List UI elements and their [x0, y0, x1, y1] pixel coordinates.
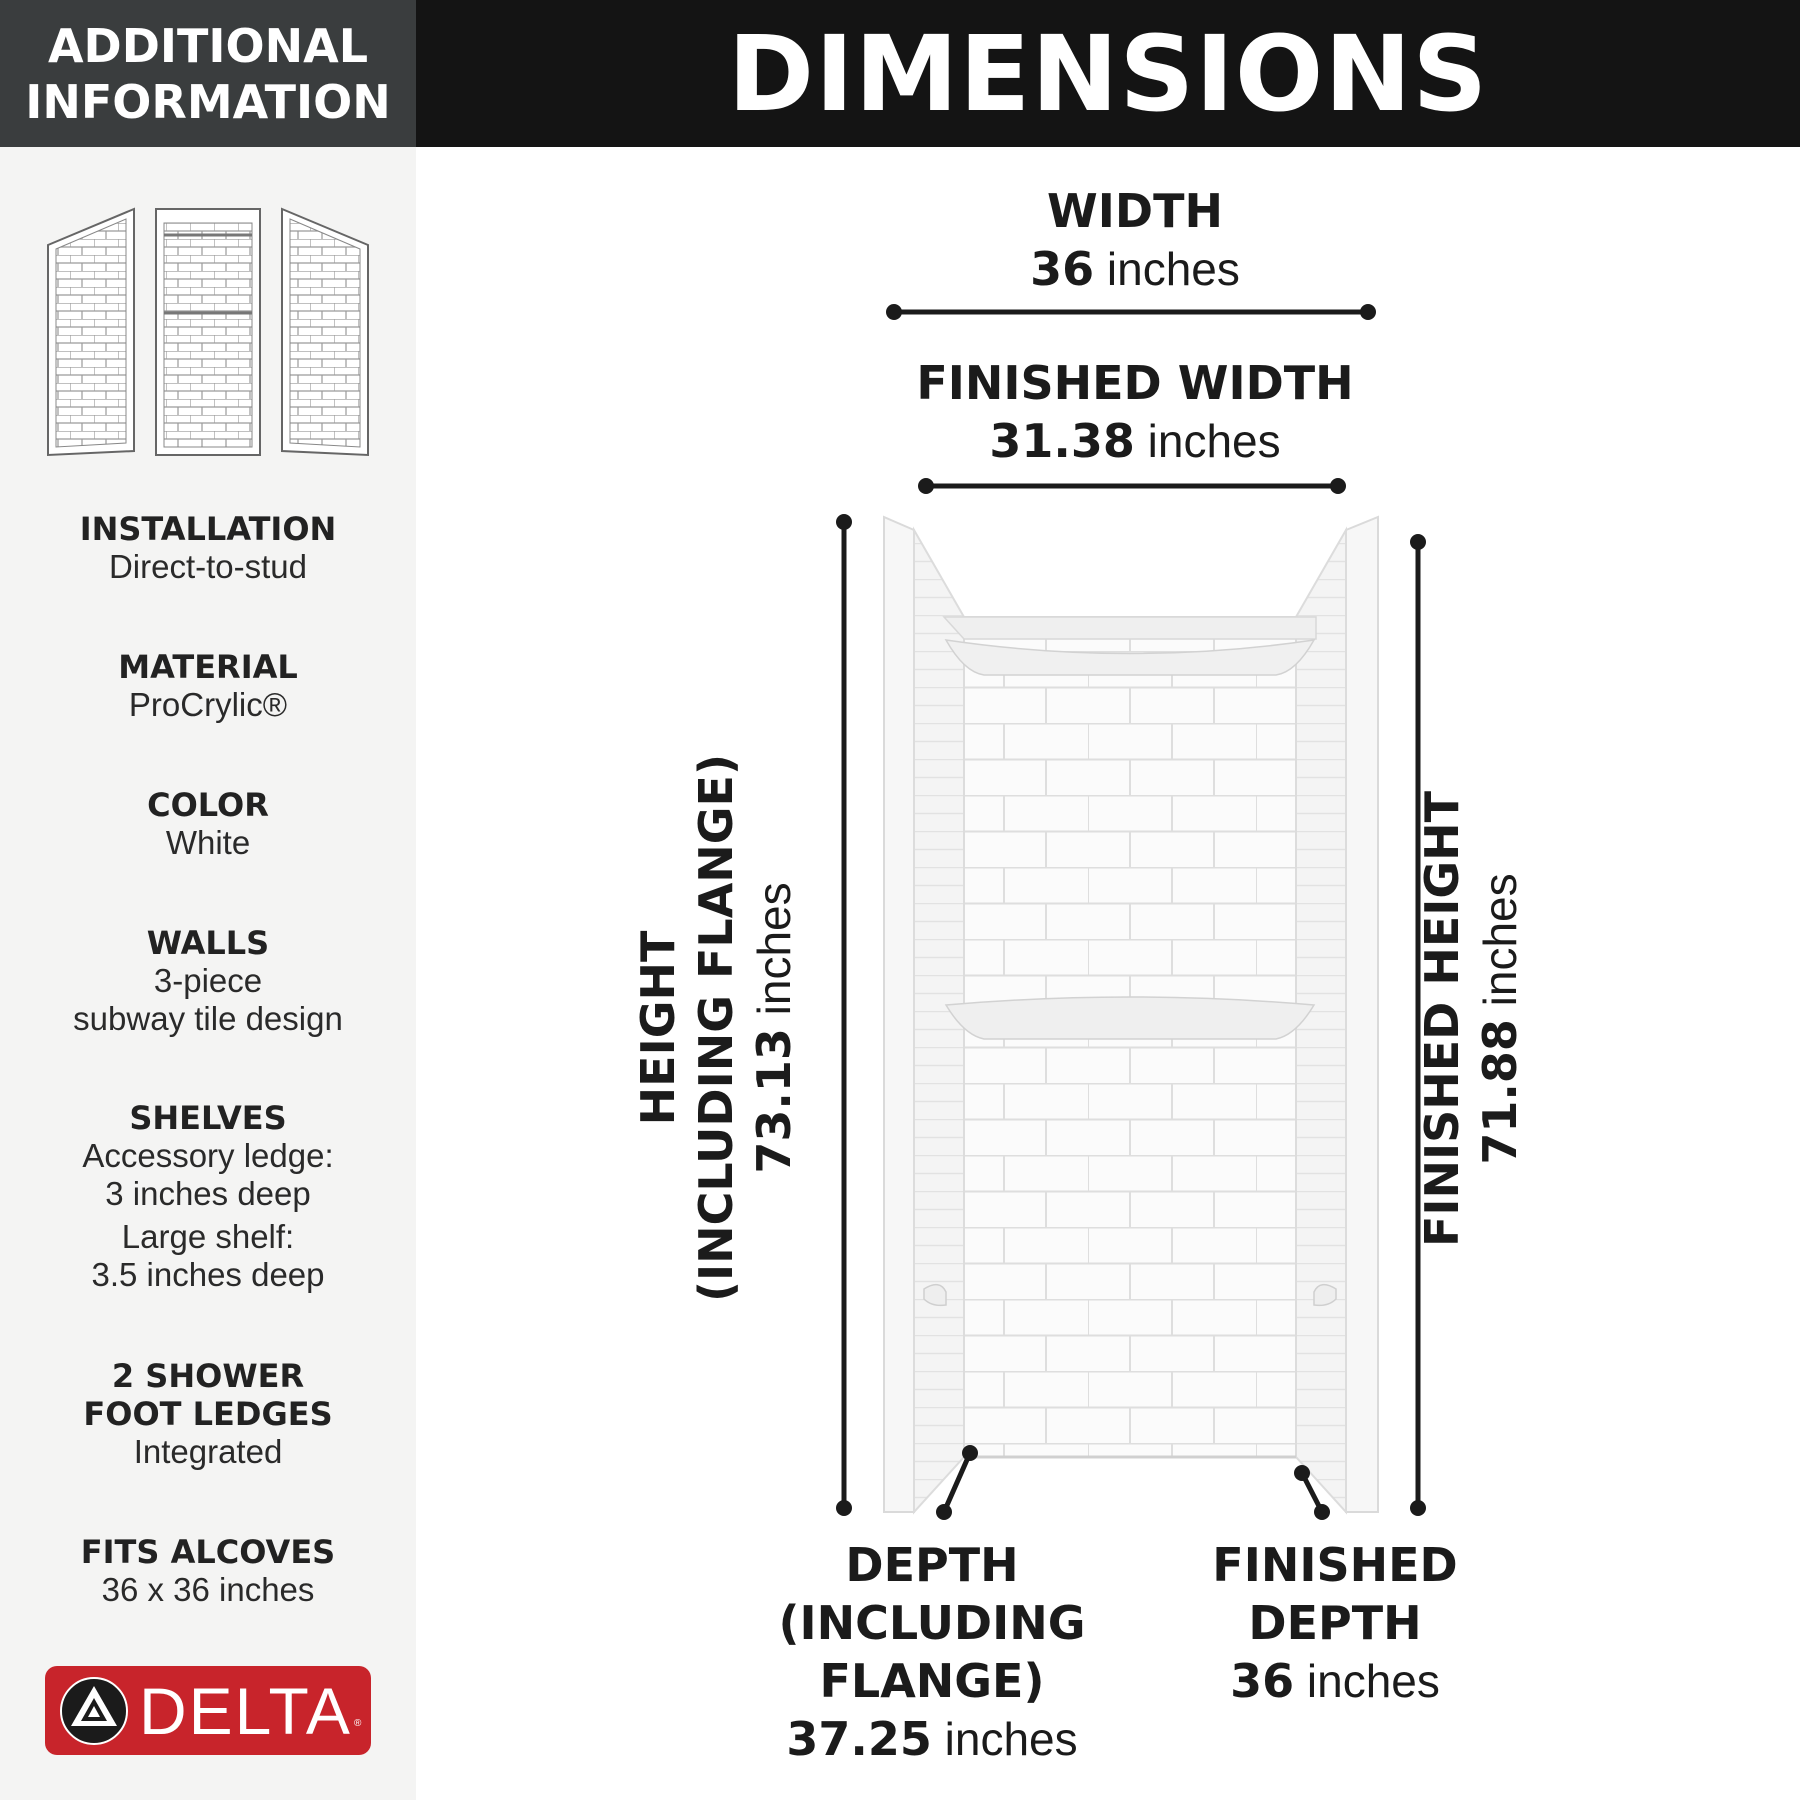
height-value [745, 728, 803, 1328]
spec-fits-alcoves [0, 1533, 416, 1609]
spec-title: FITS ALCOVES [80, 1533, 336, 1571]
page-title: DIMENSIONS [416, 0, 1800, 147]
finished-height-value [1471, 749, 1529, 1289]
depth-title-1: DEPTH [845, 1538, 1019, 1592]
sidebar [0, 147, 416, 1800]
height-number: 73.13 [747, 1028, 801, 1174]
delta-triangle-icon [59, 1676, 129, 1746]
finished-width-title: FINISHED WIDTH [916, 356, 1354, 410]
finished-width-label [900, 354, 1370, 470]
spec-value: Large shelf: [121, 1218, 295, 1255]
height-title-2: (INCLUDING FLANGE) [689, 753, 743, 1303]
finished-depth-unit: inches [1294, 1655, 1440, 1707]
sidebar-header-line1: ADDITIONAL [47, 18, 369, 73]
wall-panels-icon [46, 207, 371, 457]
finished-height-unit: inches [1474, 873, 1526, 1020]
finished-depth-number: 36 [1230, 1654, 1295, 1708]
finished-depth-label [1150, 1536, 1520, 1710]
width-title: WIDTH [1047, 184, 1223, 238]
depth-number: 37.25 [786, 1712, 932, 1766]
width-number: 36 [1030, 242, 1095, 296]
width-label [900, 182, 1370, 298]
spec-value: subway tile design [73, 1000, 343, 1037]
logo-text: DELTA [139, 1673, 352, 1748]
width-unit: inches [1094, 243, 1240, 295]
height-title-1: HEIGHT [631, 930, 685, 1126]
spec-shelves [0, 1099, 416, 1294]
finished-height-title: FINISHED HEIGHT [1415, 790, 1469, 1248]
spec-foot-ledges [0, 1357, 416, 1471]
finished-height-label [1413, 749, 1529, 1289]
spec-material [0, 648, 416, 724]
depth-label [702, 1536, 1162, 1768]
spec-value: Integrated [133, 1433, 283, 1470]
height-unit: inches [748, 882, 800, 1029]
sidebar-header-line2: INFORMATION [25, 74, 391, 129]
depth-unit: inches [931, 1713, 1078, 1765]
spec-value: 3 inches deep [105, 1175, 311, 1212]
finished-width-unit: inches [1134, 415, 1281, 467]
finished-height-number: 71.88 [1473, 1019, 1527, 1165]
spec-walls [0, 924, 416, 1038]
spec-title: SHELVES [129, 1099, 287, 1137]
finished-width-value [900, 412, 1370, 470]
spec-value: 3.5 inches deep [91, 1256, 325, 1293]
spec-value: Accessory ledge: [82, 1137, 334, 1174]
spec-value: ProCrylic® [128, 686, 288, 723]
spec-value: 3-piece [153, 962, 263, 999]
spec-title: FOOT LEDGES [83, 1395, 333, 1433]
logo-registered-mark: ® [353, 1718, 362, 1729]
spec-title: COLOR [147, 786, 269, 824]
finished-depth-value [1150, 1652, 1520, 1710]
finished-depth-title: FINISHED DEPTH [1212, 1538, 1458, 1650]
spec-value: Direct-to-stud [108, 548, 308, 585]
finished-width-number: 31.38 [989, 414, 1135, 468]
spec-value: 36 x 36 inches [101, 1571, 315, 1608]
sidebar-header [0, 0, 416, 147]
delta-logo [45, 1666, 371, 1755]
spec-value: White [165, 824, 251, 861]
spec-title: 2 SHOWER [111, 1357, 305, 1395]
depth-title-2: (INCLUDING FLANGE) [778, 1596, 1086, 1708]
spec-title: MATERIAL [118, 648, 298, 686]
spec-installation [0, 510, 416, 586]
spec-title: WALLS [146, 924, 270, 962]
height-label [629, 728, 803, 1328]
spec-title: INSTALLATION [79, 510, 337, 548]
depth-value [702, 1710, 1162, 1768]
spec-color [0, 786, 416, 862]
width-value [900, 240, 1370, 298]
